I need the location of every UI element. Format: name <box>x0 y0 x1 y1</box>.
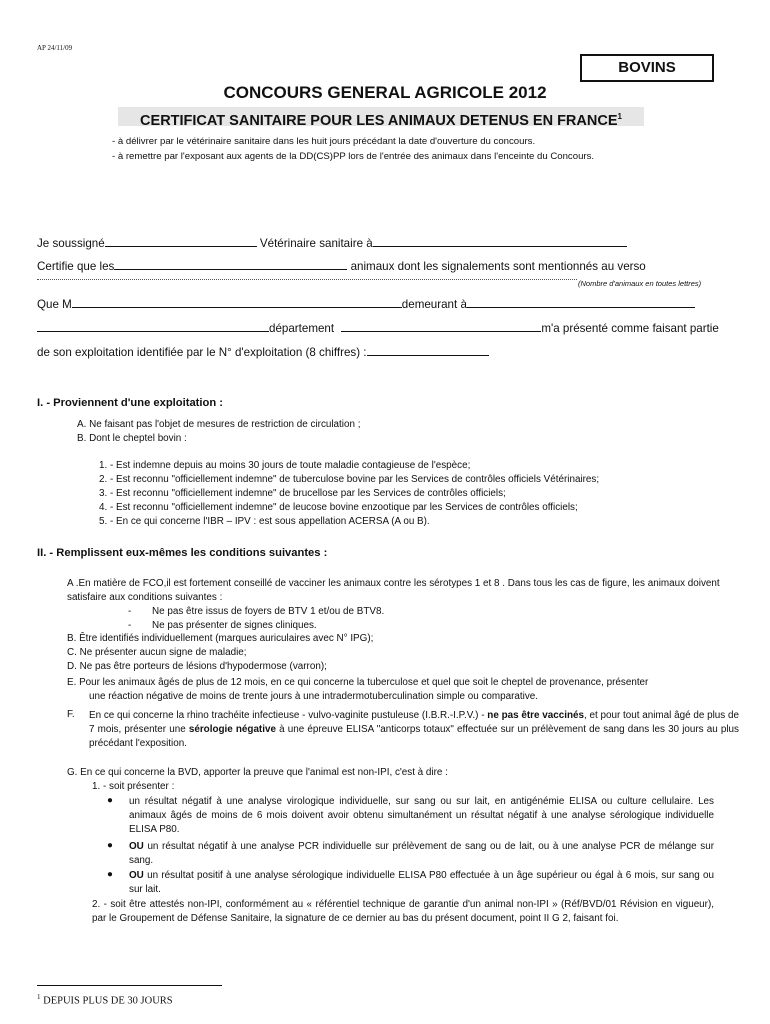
list-item: 1. - Est indemne depuis au moins 30 jours de toute maladie contagieuse de l'espèce; <box>99 460 471 471</box>
page-subtitle <box>118 107 644 129</box>
g-bullet-1: un résultat négatif à une analyse virologique individuelle, sur sang ou sur lait, en antigénémie ELISA ou culture cellulaire. Les animaux âgés de moins de 6 mois doivent avoir obtenu simultanément un résultat négatif à une analyse sérologique individuelle ELISA P80. <box>129 796 714 835</box>
section-2-e: E. Pour les animaux âgés de plus de 12 mois, en ce qui concerne la tuberculose et quel que soit le cheptel de provenance, présenter <box>67 677 649 688</box>
label-presente: m'a présenté comme faisant partie <box>541 322 719 335</box>
section-2-g-2: 2. - soit être attestés non-IPI, conformément au « référentiel technique de garantie d'un animal non-IPI » (Réf/BVD/01 Révision en vigueur), par le Groupement de Défense Sanitaire, la signature de ce dernier au bas du présent document, point II G 2, faisant foi. <box>92 899 714 924</box>
section-2-d: D. Ne pas être porteurs de lésions d'hypodermose (varron); <box>67 661 327 672</box>
g-bullet-3-text: un résultat positif à une analyse sérologique individuelle ELISA P80 effectuée à un âge supérieur ou égal à 6 mois, sur sang ou sur lait. <box>129 870 714 895</box>
f-bold-2: sérologie négative <box>188 724 276 735</box>
list-item: 2. - Est reconnu "officiellement indemne" de tuberculose bovine par les Services de contrôles officiels Vétérinaires; <box>99 474 600 485</box>
section-2-c: C. Ne présenter aucun signe de maladie; <box>67 647 247 658</box>
field-vet-name[interactable] <box>105 235 257 247</box>
bullet-icon: ● <box>107 869 113 880</box>
field-address-cont[interactable] <box>37 320 269 332</box>
list-item: Ne pas être issus de foyers de BTV 1 et/ou de BTV8. <box>152 606 385 617</box>
field-exploitation-number[interactable] <box>367 344 489 356</box>
dash-marker: - <box>128 620 132 631</box>
footnote-mark: 1 <box>617 112 622 121</box>
form-line-4 <box>37 320 719 335</box>
field-owner-address[interactable] <box>467 296 695 308</box>
g-bullet-2 <box>129 840 714 868</box>
f-text-2: , et pour tout animal âgé de plus de 7 mois, présenter une <box>89 710 739 735</box>
ou-label: OU <box>129 841 144 852</box>
field-owner-name[interactable] <box>72 296 402 308</box>
label-soussigne: Je soussigné <box>37 237 105 250</box>
f-text-3: à une épreuve ELISA "anticorps totaux" effectuée sur un prélèvement de sang dans les 30 jours au plus précédant l'exposition. <box>89 724 739 749</box>
g-bullet-2-text: un résultat négatif à une analyse PCR individuelle sur prélèvement de sang ou de lait, ou à une analyse PCR de mélange sur sang. <box>129 841 714 866</box>
count-dotted-line <box>37 279 577 280</box>
section-2-b: B. Être identifiés individuellement (marques auriculaires avec N° IPG); <box>67 633 374 644</box>
list-item: 4. - Est reconnu "officiellement indemne" de leucose bovine enzootique par les Services de contrôles officiels; <box>99 502 578 513</box>
instruction-note: - à remettre par l'exposant aux agents de la DD(CS)PP lors de l'entrée des animaux dans l'enceinte du Concours. <box>112 151 595 162</box>
document-reference: AP 24/11/09 <box>37 44 73 52</box>
dash-marker: - <box>128 606 132 617</box>
footnote-divider <box>37 985 222 986</box>
field-animal-count[interactable] <box>114 258 347 270</box>
form-line-3 <box>37 296 695 311</box>
footnote-text: DEPUIS PLUS DE 30 JOURS <box>43 995 173 1007</box>
list-item: 5. - En ce qui concerne l'IBR – IPV : est sous appellation ACERSA (A ou B). <box>99 516 430 527</box>
list-item: 3. - Est reconnu "officiellement indemne" de brucellose par les Services de contrôles officiels; <box>99 488 506 499</box>
field-vet-location[interactable] <box>373 235 627 247</box>
label-certifie: Certifie que les <box>37 260 115 273</box>
section-2-g: G. En ce qui concerne la BVD, apporter la preuve que l'animal est non-IPI, c'est à dire : <box>67 767 448 778</box>
g-bullet-3 <box>129 869 714 897</box>
field-departement[interactable] <box>341 320 541 332</box>
label-departement: département <box>269 322 335 335</box>
count-hint: (Nombre d'animaux en toutes lettres) <box>578 279 702 288</box>
ou-label: OU <box>129 870 144 881</box>
section-2-a: A .En matière de FCO,il est fortement conseillé de vacciner les animaux contre les sérotypes 1 et 8 . Dans tous les cas de figure, les animaux doivent satisfaire aux conditions suivantes : <box>67 578 720 603</box>
species-box: BOVINS <box>580 54 714 82</box>
form-line-2 <box>37 258 646 273</box>
section-2-title: II. - Remplissent eux-mêmes les conditions suivantes : <box>37 547 328 559</box>
page-title: CONCOURS GENERAL AGRICOLE 2012 <box>223 83 547 102</box>
label-que-m: Que M <box>37 298 72 311</box>
form-line-1 <box>37 235 627 250</box>
label-exploitation-number: de son exploitation identifiée par le N° d'exploitation (8 chiffres) : <box>37 346 367 359</box>
section-1-title: I. - Proviennent d'une exploitation : <box>37 397 224 409</box>
section-1-a: A. Ne faisant pas l'objet de mesures de restriction de circulation ; <box>77 419 361 430</box>
label-demeurant: demeurant à <box>401 298 467 311</box>
form-line-5 <box>37 344 489 359</box>
label-veterinaire: Vétérinaire sanitaire à <box>259 237 373 250</box>
footnote <box>37 993 173 1007</box>
section-2-f <box>89 709 739 751</box>
bullet-icon: ● <box>107 795 113 806</box>
section-1-b: B. Dont le cheptel bovin : <box>77 433 187 444</box>
instruction-note: - à délivrer par le vétérinaire sanitaire dans les huit jours précédant la date d'ouverture du concours. <box>112 136 536 147</box>
list-item: Ne pas présenter de signes cliniques. <box>152 620 317 631</box>
label-animaux: animaux dont les signalements sont mentionnés au verso <box>350 260 646 273</box>
f-bold-1: ne pas être vaccinés <box>487 710 584 721</box>
f-text-1: En ce qui concerne la rhino trachéite infectieuse - vulvo-vaginite pustuleuse (I.B.R.-I.P.V.) - <box>89 710 485 721</box>
footnote-number: 1 <box>37 993 41 1001</box>
subtitle-text: CERTIFICAT SANITAIRE POUR LES ANIMAUX DETENUS EN FRANCE <box>140 112 618 129</box>
bullet-icon: ● <box>107 840 113 851</box>
section-2-e-cont: une réaction négative de moins de trente jours à une intradermotuberculination simple ou comparative. <box>89 691 539 702</box>
section-2-g-1: 1. - soit présenter : <box>92 781 175 792</box>
section-2-f-label: F. <box>67 709 75 720</box>
